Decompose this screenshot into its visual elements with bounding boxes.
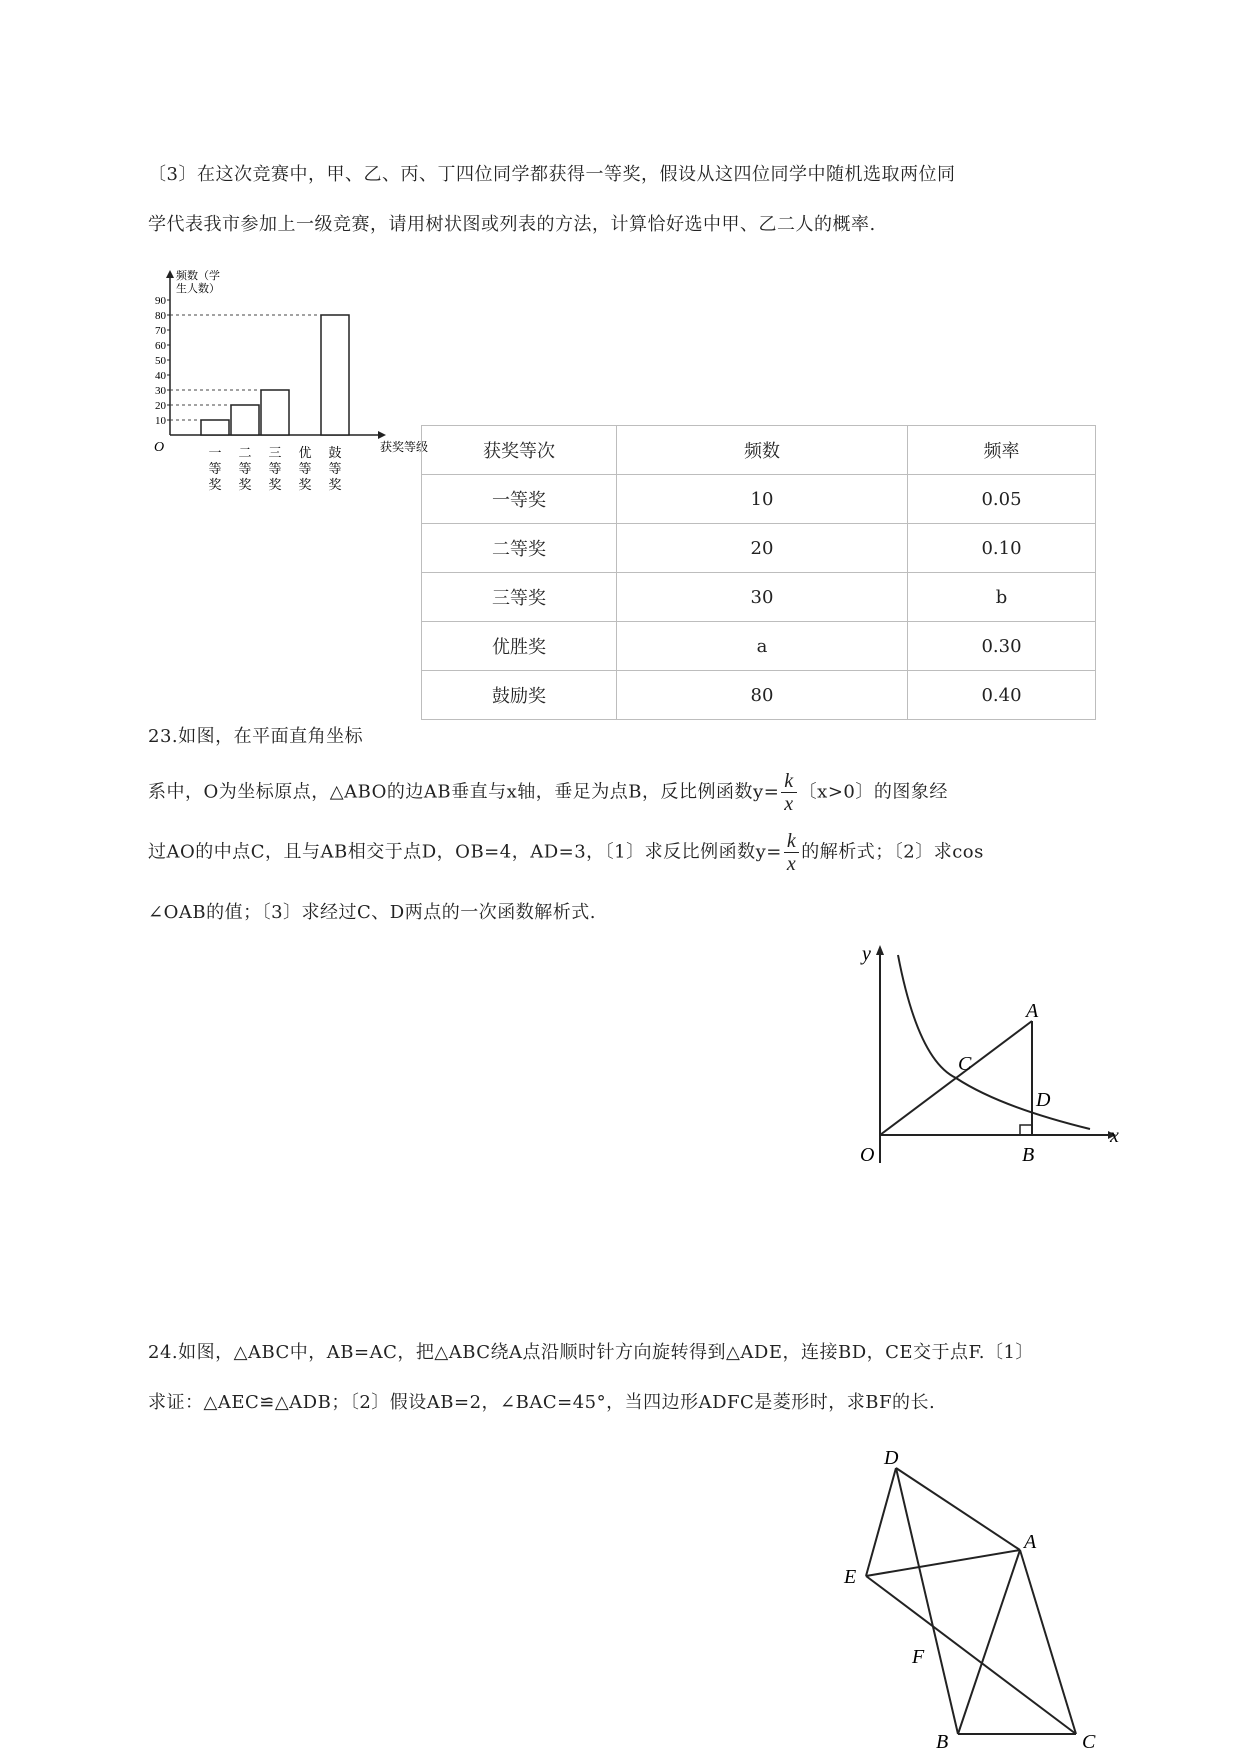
fraction-denominator: x bbox=[786, 853, 797, 875]
segment-EA bbox=[866, 1550, 1020, 1576]
category-label: 等 bbox=[268, 461, 282, 476]
y-tick-label: 70 bbox=[155, 325, 166, 337]
right-angle-mark bbox=[1020, 1125, 1032, 1135]
origin-label: O bbox=[154, 440, 165, 455]
category-label: 鼓 bbox=[328, 445, 342, 460]
q23-line2-text-b: 〔x>0〕的图象经 bbox=[798, 781, 948, 803]
segment-DE bbox=[866, 1468, 896, 1576]
q22-part3-line1: 〔3〕在这次竞赛中，甲、乙、丙、丁四位同学都获得一等奖，假设从这四位同学中随机选取两位同 bbox=[148, 164, 956, 185]
q22-part3-line2: 学代表我市参加上一级竞赛，请用树状图或列表的方法，计算恰好选中甲、乙二人的概率. bbox=[148, 214, 876, 235]
q24-figure bbox=[830, 1440, 1120, 1750]
label-x: x bbox=[1110, 1125, 1119, 1147]
segment-AC bbox=[1020, 1550, 1076, 1734]
q23-line2 bbox=[148, 770, 948, 815]
label-C: C bbox=[1082, 1731, 1096, 1750]
table-header: 频数 bbox=[617, 426, 908, 475]
frequency-table bbox=[421, 425, 1096, 720]
category-label: 等 bbox=[328, 461, 342, 476]
table-cell: 0.30 bbox=[908, 622, 1096, 671]
label-F: F bbox=[912, 1646, 925, 1668]
table-cell: 80 bbox=[617, 671, 908, 720]
table-cell: b bbox=[908, 573, 1096, 622]
segment-DA bbox=[896, 1468, 1020, 1550]
table-row bbox=[422, 524, 1096, 573]
fraction-k-over-x bbox=[781, 770, 796, 815]
category-label: 等 bbox=[208, 461, 222, 476]
y-axis-arrow bbox=[876, 945, 884, 955]
label-A: A bbox=[1024, 1531, 1037, 1553]
table-cell: 20 bbox=[617, 524, 908, 573]
label-O: O bbox=[860, 1144, 875, 1166]
label-E: E bbox=[844, 1566, 857, 1588]
q24-line1: 24.如图，△ABC中，AB=AC，把△ABC绕A点沿顺时针方向旋转得到△ADE，连接BD，CE交于点F.〔1〕 bbox=[148, 1342, 1034, 1363]
fraction-k-over-x bbox=[784, 830, 799, 875]
bar bbox=[231, 405, 259, 435]
bar bbox=[321, 315, 349, 435]
table-row bbox=[422, 671, 1096, 720]
table-cell: 优胜奖 bbox=[422, 622, 617, 671]
table-header: 获奖等次 bbox=[422, 426, 617, 475]
table-row bbox=[422, 475, 1096, 524]
y-tick-label: 20 bbox=[155, 400, 166, 412]
table-cell: 0.10 bbox=[908, 524, 1096, 573]
category-label: 三 bbox=[268, 445, 282, 460]
q23-line3 bbox=[148, 830, 984, 875]
y-axis-arrow bbox=[166, 270, 174, 278]
category-label: 奖 bbox=[298, 477, 312, 492]
table-row bbox=[422, 622, 1096, 671]
table-cell: 0.40 bbox=[908, 671, 1096, 720]
table-cell: 三等奖 bbox=[422, 573, 617, 622]
x-axis-label: 获奖等级 bbox=[380, 440, 429, 454]
label-D: D bbox=[1036, 1089, 1051, 1111]
category-label: 奖 bbox=[238, 477, 252, 492]
segment-DB bbox=[896, 1468, 958, 1734]
category-label: 优 bbox=[298, 445, 312, 460]
q23-line4: ∠OAB的值；〔3〕求经过C、D两点的一次函数解析式. bbox=[148, 902, 596, 923]
table-cell: 30 bbox=[617, 573, 908, 622]
hyperbola-curve bbox=[898, 955, 1090, 1129]
q23-line1: 23.如图，在平面直角坐标 bbox=[148, 726, 364, 747]
q24-line2: 求证：△AEC≌△ADB；〔2〕假设AB=2，∠BAC=45°，当四边形ADFC是菱形时，求BF的长. bbox=[148, 1392, 936, 1413]
bar-chart bbox=[140, 270, 450, 500]
table-header-row bbox=[422, 426, 1096, 475]
label-D: D bbox=[884, 1447, 899, 1469]
y-tick-label: 40 bbox=[155, 370, 166, 382]
segment-AB bbox=[958, 1550, 1020, 1734]
category-label: 一 bbox=[208, 445, 222, 460]
table-cell: 10 bbox=[617, 475, 908, 524]
table-cell: 0.05 bbox=[908, 475, 1096, 524]
category-label: 等 bbox=[298, 461, 312, 476]
y-tick-label: 30 bbox=[155, 385, 166, 397]
category-label: 二 bbox=[238, 445, 252, 460]
y-tick-label: 10 bbox=[155, 415, 166, 427]
fraction-numerator: k bbox=[781, 770, 796, 793]
q23-line3-text-b: 的解析式；〔2〕求cos bbox=[801, 841, 984, 863]
category-label: 奖 bbox=[268, 477, 282, 492]
y-tick-label: 60 bbox=[155, 340, 166, 352]
y-tick-label: 80 bbox=[155, 310, 166, 322]
label-B: B bbox=[936, 1731, 949, 1750]
bar bbox=[261, 390, 289, 435]
label-A: A bbox=[1026, 1000, 1039, 1022]
table-cell: 一等奖 bbox=[422, 475, 617, 524]
category-label: 奖 bbox=[328, 477, 342, 492]
label-C: C bbox=[958, 1053, 972, 1075]
table-row bbox=[422, 573, 1096, 622]
table-cell: 鼓励奖 bbox=[422, 671, 617, 720]
table-cell: 二等奖 bbox=[422, 524, 617, 573]
x-axis-arrow bbox=[378, 431, 386, 439]
y-axis-label: 频数（学 bbox=[176, 270, 220, 282]
category-label: 奖 bbox=[208, 477, 222, 492]
y-axis-label: 生人数） bbox=[176, 283, 220, 295]
q23-figure bbox=[840, 935, 1125, 1175]
bar bbox=[201, 420, 229, 435]
label-B: B bbox=[1022, 1144, 1035, 1166]
segment-EC bbox=[866, 1576, 1076, 1734]
y-tick-label: 50 bbox=[155, 355, 166, 367]
q23-line3-text-a: 过AO的中点C，且与AB相交于点D，OB=4，AD=3，〔1〕求反比例函数y= bbox=[148, 841, 782, 863]
y-tick-label: 90 bbox=[155, 295, 166, 307]
fraction-numerator: k bbox=[784, 830, 799, 853]
category-label: 等 bbox=[238, 461, 252, 476]
table-cell: a bbox=[617, 622, 908, 671]
table-header: 频率 bbox=[908, 426, 1096, 475]
fraction-denominator: x bbox=[784, 793, 794, 815]
label-y: y bbox=[862, 943, 871, 965]
q23-line2-text-a: 系中，O为坐标原点，△ABO的边AB垂直与x轴，垂足为点B，反比例函数y= bbox=[148, 781, 780, 803]
